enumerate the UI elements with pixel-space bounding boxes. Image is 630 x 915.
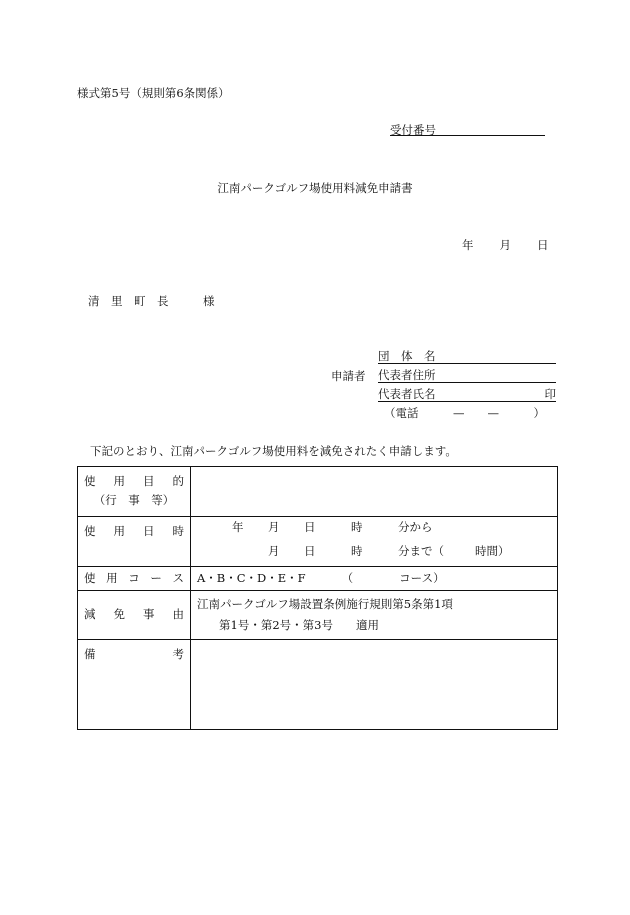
duration-hours-label: 時間） — [475, 543, 510, 558]
applicant-label: 申請者 — [331, 369, 366, 383]
label-char: ス — [172, 570, 184, 585]
purpose-label — [78, 467, 191, 517]
end-day-label: 日 — [304, 543, 316, 558]
purpose-sub-label: （行 事 等） — [93, 493, 175, 507]
start-month-label: 月 — [268, 519, 280, 534]
label-char: 由 — [172, 607, 184, 622]
label-char: 用 — [113, 474, 125, 489]
label-char: 時 — [172, 524, 184, 538]
end-minute-label: 分まで（ — [398, 543, 444, 558]
end-month-label: 月 — [268, 543, 280, 558]
group-name-field[interactable] — [378, 348, 556, 364]
reason-line-2: 第1号・第2号・第3号 適用 — [219, 617, 379, 632]
label-char: コ — [128, 570, 140, 585]
label-char: 日 — [143, 524, 155, 538]
start-day-label: 日 — [304, 519, 316, 534]
purpose-value[interactable] — [191, 467, 558, 517]
datetime-row — [78, 517, 558, 567]
phone-field[interactable]: （電話 — — ） — [384, 406, 545, 420]
label-char: 使 — [84, 524, 96, 538]
reason-line-1: 江南パークゴルフ場設置条例施行規則第5条第1項 — [197, 596, 453, 611]
label-char: 減 — [84, 607, 96, 622]
label-char: 備 — [84, 647, 96, 661]
application-table — [77, 466, 558, 730]
remarks-value[interactable] — [191, 640, 558, 730]
datetime-label — [78, 517, 191, 567]
date-day-label: 日 — [537, 238, 549, 252]
datetime-end-row — [191, 545, 557, 563]
label-char: ー — [150, 570, 162, 585]
label-char: 用 — [113, 524, 125, 538]
label-char: 使 — [84, 570, 96, 585]
document-title: 江南パークゴルフ場使用料減免申請書 — [217, 181, 413, 195]
seal-mark: 印 — [544, 387, 556, 401]
course-name-field: （ コース） — [341, 570, 445, 585]
representative-name-label: 代表者氏名 — [378, 387, 436, 401]
reason-label — [78, 591, 191, 640]
label-char: 免 — [113, 607, 125, 622]
remarks-label — [78, 640, 191, 730]
addressee: 清 里 町 長 様 — [88, 294, 215, 308]
course-value[interactable] — [191, 567, 558, 591]
form-number: 様式第5号（規則第6条関係） — [77, 86, 230, 100]
start-year-label: 年 — [232, 519, 244, 534]
application-date — [462, 237, 549, 253]
purpose-row — [78, 467, 558, 517]
reason-row — [78, 591, 558, 640]
datetime-start-row — [191, 521, 557, 539]
receipt-number-field[interactable] — [390, 135, 545, 136]
representative-name-field[interactable] — [378, 386, 556, 402]
datetime-value[interactable] — [191, 517, 558, 567]
receipt-number-label: 受付番号 — [390, 123, 436, 137]
course-row — [78, 567, 558, 591]
representative-address-field[interactable] — [378, 367, 556, 383]
label-char: 事 — [143, 607, 155, 622]
reason-value[interactable] — [191, 591, 558, 640]
course-value-text — [191, 572, 557, 586]
remarks-row — [78, 640, 558, 730]
label-char: 的 — [172, 474, 184, 489]
end-hour-label: 時 — [351, 543, 363, 558]
start-hour-label: 時 — [351, 519, 363, 534]
course-options: A・B・C・D・E・F — [197, 570, 306, 585]
intro-text: 下記のとおり、江南パークゴルフ場使用料を減免されたく申請します。 — [90, 444, 457, 458]
label-char: 目 — [143, 474, 155, 489]
start-minute-label: 分から — [398, 519, 433, 534]
date-year-label: 年 — [462, 238, 474, 252]
date-month-label: 月 — [499, 238, 511, 252]
representative-address-label: 代表者住所 — [378, 368, 436, 382]
group-name-label: 団 体 名 — [378, 349, 436, 363]
label-char: 考 — [172, 647, 184, 661]
course-label — [78, 567, 191, 591]
label-char: 用 — [106, 570, 118, 585]
label-char: 使 — [84, 474, 96, 489]
